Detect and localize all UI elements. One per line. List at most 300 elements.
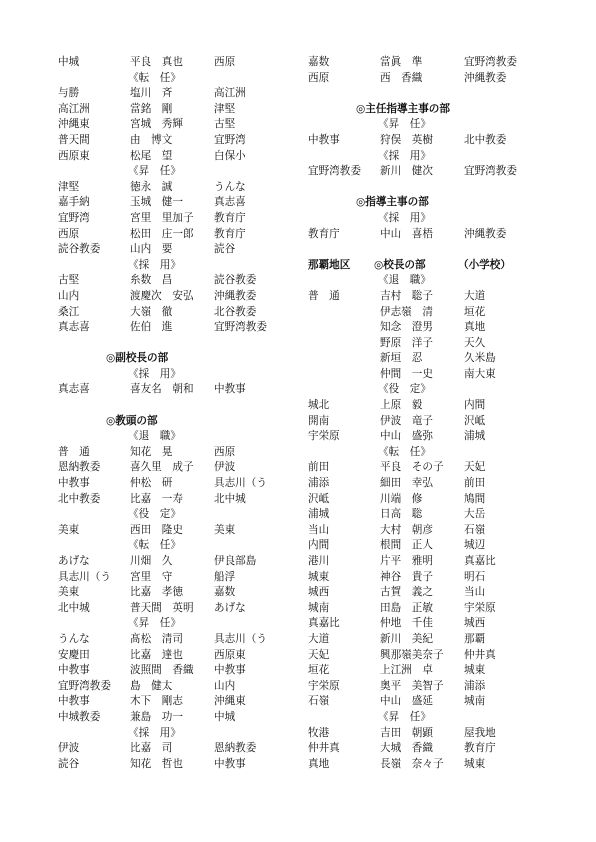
school-from: 前田 [308,461,330,474]
category-label: 《昇 任》 [378,118,431,131]
personnel-row [58,648,290,664]
school-from: 西原 [58,227,80,240]
person-name: 伊志嶺 清 [380,305,433,318]
category-line [58,616,290,632]
school-to: 北中城 [214,492,246,505]
person-name: 宮城 秀輝 [130,118,183,131]
person-name: 神谷 貴子 [380,570,433,583]
school-from: 真地 [308,757,330,770]
person-name: 松尾 望 [130,149,173,162]
personnel-row [58,149,290,165]
school-from: 美東 [58,586,80,599]
category-line [58,726,290,742]
category-label: 《採 用》 [128,367,181,380]
school-to: 恩納教委 [214,742,257,755]
school-to: 浦城 [464,430,486,443]
personnel-row [58,663,290,679]
personnel-row [58,741,290,757]
school-from: 城北 [308,399,330,412]
personnel-row [308,429,548,445]
school-to: 沢岻 [464,414,486,427]
person-name: 比嘉 一寿 [130,492,183,505]
person-name: 波照間 香織 [130,664,194,677]
school-to: 前田 [464,477,486,490]
person-name: 比嘉 達也 [130,648,183,661]
school-to: 中城 [214,710,236,723]
category-label: 《役 定》 [378,383,431,396]
section-heading-line [58,351,290,367]
personnel-row [308,648,548,664]
category-label: 《昇 任》 [378,710,431,723]
school-from: 西原 [308,71,330,84]
person-name: 玉城 健一 [130,196,183,209]
person-name: 狩俣 英樹 [380,133,433,146]
personnel-row [308,336,548,352]
personnel-row [308,460,548,476]
school-from: 宜野湾教委 [308,165,361,178]
person-name: 中山 盛延 [380,695,433,708]
personnel-row [308,570,548,586]
school-from: 中城教委 [58,710,101,723]
personnel-row [308,632,548,648]
section-heading: ◎指導主事の部 [356,196,429,209]
spacer [58,398,290,414]
person-name: 比嘉 司 [130,742,173,755]
school-from: 具志川（う [58,570,111,583]
person-name: 長嶺 奈々子 [380,757,444,770]
school-from: 中教事 [58,695,90,708]
school-to: 那覇 [464,632,486,645]
school-from: 宜野湾 [58,211,90,224]
person-name: 根間 正人 [380,539,433,552]
person-name: 兼島 功一 [130,710,183,723]
category-line [58,429,290,445]
spacer [58,336,290,352]
category-line [58,164,290,180]
school-to: 白保小 [214,149,246,162]
person-name: 佐伯 進 [130,321,173,334]
person-name: 平良 真也 [130,56,183,68]
school-to: 津堅 [214,102,236,115]
person-name: 島 健太 [130,679,173,692]
personnel-row [308,679,548,695]
school-from: 真志喜 [58,321,90,334]
category-line [58,538,290,554]
school-from: 内間 [308,539,330,552]
person-name: 西田 隆史 [130,523,183,536]
school-to: 具志川（う [214,632,267,645]
school-to: 北中教委 [464,133,507,146]
person-name: 上原 毅 [380,399,423,412]
school-to: 北谷教委 [214,305,257,318]
person-name: 宮里 守 [130,570,173,583]
district-heading-line [308,258,548,274]
school-to: 古堅 [214,118,236,131]
person-name: 當銘 剛 [130,102,173,115]
person-name: 仲地 千佳 [380,617,433,630]
school-from: 古堅 [58,274,80,287]
personnel-row [58,757,290,773]
school-to: 城辺 [464,539,486,552]
spacer [308,242,548,258]
school-to: 宇栄原 [464,601,496,614]
category-label: 《退 職》 [128,430,181,443]
personnel-row [58,227,290,243]
section-heading: ◎教頭の部 [106,414,158,427]
personnel-row [58,55,290,71]
person-name: 木下 剛志 [130,695,183,708]
school-to: 仲井真 [464,648,496,661]
school-from: 浦添 [308,477,330,490]
school-to: 沖縄教委 [464,71,507,84]
personnel-row [308,726,548,742]
school-from: 中教事 [58,477,90,490]
school-from: 中城 [58,56,80,68]
personnel-row [58,570,290,586]
school-to: 沖縄教委 [464,227,507,240]
person-name: 喜友名 朝和 [130,383,194,396]
school-to: 美東 [214,523,236,536]
personnel-row [58,102,290,118]
category-line [308,445,548,461]
school-to: 西原東 [214,648,246,661]
school-from: 牧港 [308,726,330,739]
category-line [58,71,290,87]
category-label: 《採 用》 [128,258,181,271]
category-line [308,382,548,398]
person-name: 仲松 研 [130,477,173,490]
person-name: 喜久里 成子 [130,461,194,474]
school-to: 沖縄東 [214,695,246,708]
personnel-row [308,492,548,508]
category-label: 《退 職》 [378,274,431,287]
person-name: 川畑 久 [130,555,173,567]
school-to: 浦添 [464,679,486,692]
school-from: 普 通 [58,445,90,458]
school-to: 屋我地 [464,726,496,739]
category-line [308,117,548,133]
school-to: 垣花 [464,305,486,318]
school-to: 真地 [464,321,486,334]
person-name: 野原 洋子 [380,336,433,349]
school-to: 城東 [464,757,486,770]
personnel-row [58,679,290,695]
school-to: 伊良部島 [214,555,257,567]
personnel-row [58,632,290,648]
personnel-row [58,710,290,726]
school-to: 伊波 [214,461,236,474]
personnel-row [308,616,548,632]
category-label: 《転 任》 [128,71,181,84]
personnel-row [308,398,548,414]
school-from: 開南 [308,414,330,427]
school-from: うんな [58,632,90,645]
person-name: 知花 哲也 [130,757,183,770]
category-line [308,273,548,289]
personnel-row [58,289,290,305]
person-name: 伊波 竜子 [380,414,433,427]
school-to: 教育庁 [214,227,246,240]
category-label: 《昇 任》 [128,617,181,630]
school-to: 宜野湾教委 [464,56,517,68]
person-name: 新垣 忍 [380,352,423,365]
school-from: あげな [58,555,90,567]
person-name: 古賀 義之 [380,586,433,599]
section-heading-line [308,195,548,211]
school-to: 高江洲 [214,87,246,100]
school-to: 宜野湾教委 [214,321,267,334]
person-name: 大嶺 徹 [130,305,173,318]
school-from: 桑江 [58,305,80,318]
section-heading-line [308,102,548,118]
personnel-row [308,71,548,87]
school-from: 山内 [58,289,80,302]
school-to: 大道 [464,289,486,302]
personnel-row [308,476,548,492]
school-to: 読谷 [214,243,236,256]
person-name: 宮里 里加子 [130,211,194,224]
personnel-row [308,585,548,601]
personnel-row [58,320,290,336]
school-to: 城東 [464,664,486,677]
section-heading: ◎主任指導主事の部 [356,102,450,115]
school-from: 天妃 [308,648,330,661]
school-from: 宜野湾教委 [58,679,111,692]
category-line [58,507,290,523]
person-name: 仲間 一史 [380,367,433,380]
school-from: 宇栄原 [308,679,340,692]
person-name: 當眞 準 [380,56,423,68]
person-name: 山内 要 [130,243,173,256]
school-to: 中教事 [214,664,246,677]
personnel-row [308,351,548,367]
school-to: 真志喜 [214,196,246,209]
person-name: 中山 盛弥 [380,430,433,443]
category-line [308,710,548,726]
personnel-row [308,757,548,773]
person-name: 西 香織 [380,71,423,84]
person-name: 渡慶次 安弘 [130,289,194,302]
section-heading-line [58,414,290,430]
person-name: 細田 幸弘 [380,477,433,490]
school-to: 石嶺 [464,523,486,536]
school-from: 城南 [308,601,330,614]
personnel-row [308,663,548,679]
personnel-row [58,492,290,508]
personnel-row [58,180,290,196]
school-level: （小学校） [458,258,511,271]
person-name: 中山 喜梧 [380,227,433,240]
category-line [308,211,548,227]
person-name: 片平 雅明 [380,555,433,567]
person-name: 新川 健次 [380,165,433,178]
category-label: 《転 任》 [378,445,431,458]
school-from: 読谷教委 [58,243,101,256]
personnel-row [308,55,548,71]
school-to: 中教事 [214,383,246,396]
person-name: 平良 その子 [380,461,444,474]
school-from: 北中教委 [58,492,101,505]
personnel-row [58,585,290,601]
district-name: 那覇地区 [308,258,351,271]
category-label: 《採 用》 [378,149,431,162]
school-to: 内間 [464,399,486,412]
personnel-row [58,382,290,398]
school-from: 北中城 [58,601,90,614]
personnel-row [308,320,548,336]
school-from: 当山 [308,523,330,536]
person-name: 松田 庄一郎 [130,227,194,240]
personnel-row [308,367,548,383]
personnel-row [308,554,548,570]
school-to: 真嘉比 [464,555,496,567]
school-from: 普天間 [58,133,90,146]
personnel-row [308,289,548,305]
spacer [308,180,548,196]
school-to: 山内 [214,679,236,692]
school-from: 与勝 [58,87,80,100]
personnel-row [58,460,290,476]
personnel-row [58,195,290,211]
person-name: 知念 澄男 [380,321,433,334]
person-name: 吉村 聡子 [380,289,433,302]
personnel-row [58,523,290,539]
school-to: 沖縄教委 [214,289,257,302]
personnel-row [58,305,290,321]
category-line [58,367,290,383]
person-name: 比嘉 孝徳 [130,586,183,599]
personnel-row [58,242,290,258]
personnel-row [308,507,548,523]
person-name: 大村 朝彦 [380,523,433,536]
category-label: 《役 定》 [128,508,181,521]
category-label: 《昇 任》 [128,165,181,178]
personnel-row [308,694,548,710]
school-to: あげな [214,601,246,614]
personnel-row [58,86,290,102]
right-column [308,55,548,772]
personnel-row [308,305,548,321]
section-heading: ◎校長の部 [374,258,426,271]
person-name: 由 博文 [130,133,173,146]
school-from: 教育庁 [308,227,340,240]
school-to: 明石 [464,570,486,583]
school-from: 城西 [308,586,330,599]
school-from: 津堅 [58,180,80,193]
personnel-row [308,538,548,554]
person-name: 知花 晃 [130,445,173,458]
school-from: 城東 [308,570,330,583]
school-to: 大岳 [464,508,486,521]
school-from: 高江洲 [58,102,90,115]
personnel-row [308,414,548,430]
school-to: 教育庁 [464,742,496,755]
school-from: 恩納教委 [58,461,101,474]
school-to: 南大東 [464,367,496,380]
person-name: 奥平 美智子 [380,679,444,692]
school-from: 浦城 [308,508,330,521]
school-to: 当山 [464,586,486,599]
section-heading: ◎副校長の部 [106,352,169,365]
person-name: 髙松 清司 [130,632,183,645]
category-label: 《転 任》 [128,539,181,552]
school-from: 中教事 [308,133,340,146]
spacer [308,86,548,102]
school-from: 仲井真 [308,742,340,755]
personnel-row [58,133,290,149]
school-to: 宜野湾 [214,133,246,146]
person-name: 川端 修 [380,492,423,505]
personnel-row [308,133,548,149]
person-name: 上江洲 卓 [380,664,433,677]
school-to: 西原 [214,56,236,68]
school-to: 教育庁 [214,211,246,224]
personnel-row [308,227,548,243]
school-from: 読谷 [58,757,80,770]
personnel-row [58,117,290,133]
school-to: 具志川（う [214,477,267,490]
school-from: 西原東 [58,149,90,162]
school-from: 石嶺 [308,695,330,708]
school-to: 読谷教委 [214,274,257,287]
school-to: 久米島 [464,352,496,365]
person-name: 大城 香織 [380,742,433,755]
school-from: 嘉手納 [58,196,90,209]
school-from: 美東 [58,523,80,536]
school-from: 嘉数 [308,56,330,68]
person-name: 徳永 誠 [130,180,173,193]
school-to: うんな [214,180,246,193]
personnel-row [58,445,290,461]
person-name: 普天間 英明 [130,601,194,614]
school-to: 城南 [464,695,486,708]
left-column [58,55,290,772]
school-to: 西原 [214,445,236,458]
school-to: 天妃 [464,461,486,474]
person-name: 塩川 斉 [130,87,173,100]
personnel-row [58,554,290,570]
school-from: 垣花 [308,664,330,677]
personnel-row [58,694,290,710]
person-name: 日高 聡 [380,508,423,521]
personnel-row [308,601,548,617]
personnel-row [308,523,548,539]
category-line [308,149,548,165]
school-from: 宇栄原 [308,430,340,443]
person-name: 新川 美紀 [380,632,433,645]
school-to: 船浮 [214,570,236,583]
school-from: 安慶田 [58,648,90,661]
school-from: 伊波 [58,742,80,755]
person-name: 興那嶺美奈子 [380,648,444,661]
school-from: 真志喜 [58,383,90,396]
person-name: 吉田 朝顕 [380,726,433,739]
school-to: 嘉数 [214,586,236,599]
personnel-row [58,273,290,289]
category-label: 《採 用》 [128,726,181,739]
school-to: 城西 [464,617,486,630]
school-from: 中教事 [58,664,90,677]
school-from: 沖縄東 [58,118,90,131]
personnel-row [58,211,290,227]
person-name: 田島 正敏 [380,601,433,614]
school-to: 宜野湾教委 [464,165,517,178]
school-from: 真嘉比 [308,617,340,630]
school-from: 港川 [308,555,330,567]
school-from: 大道 [308,632,330,645]
category-line [58,258,290,274]
school-from: 沢岻 [308,492,330,505]
